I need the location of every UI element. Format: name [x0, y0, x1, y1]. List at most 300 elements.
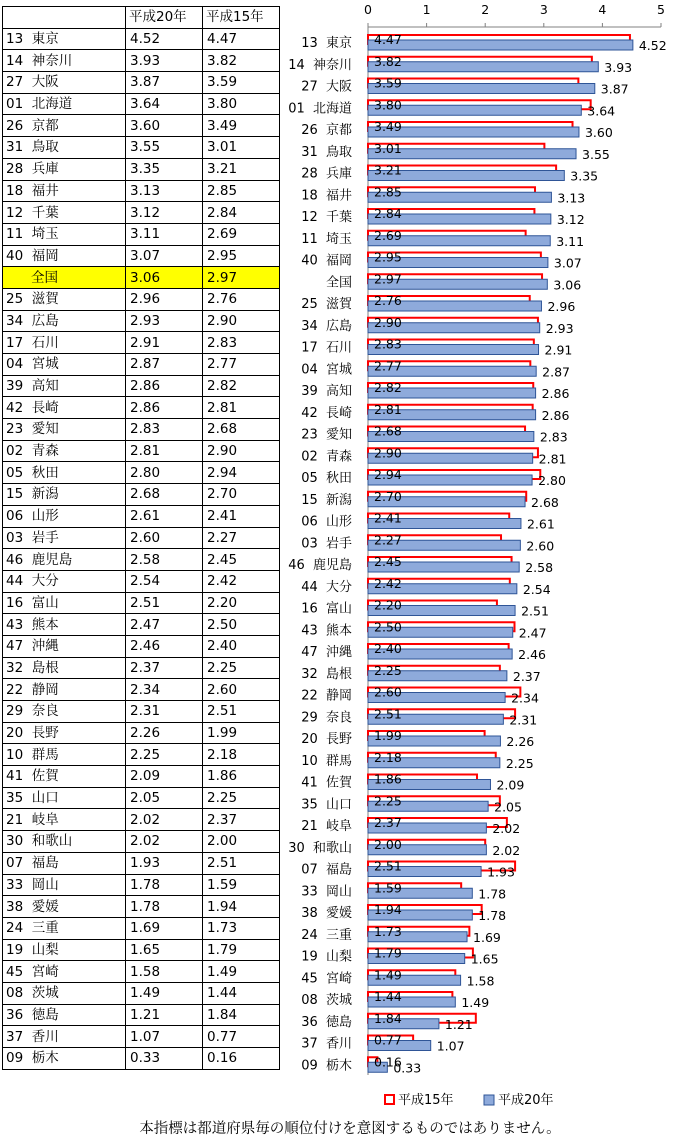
data-label-h20: 2.60: [526, 538, 555, 554]
table-cell-prefecture: 40 福岡: [3, 245, 126, 267]
category-label: 05 秋田: [301, 471, 352, 486]
table-cell-h20: 2.37: [126, 657, 203, 679]
data-label-h15: 2.85: [374, 184, 402, 200]
table-cell-prefecture: 22 静岡: [3, 679, 126, 701]
data-label-h15: 2.25: [374, 662, 402, 678]
table-cell-prefecture: 13 東京: [3, 28, 126, 50]
data-label-h20: 2.87: [542, 364, 571, 380]
category-label: 04 宮城: [301, 362, 352, 378]
data-label-h20: 1.07: [436, 1038, 465, 1054]
table-cell-prefecture: 15 新潟: [3, 484, 126, 506]
category-label: 41 佐賀: [301, 775, 352, 791]
category-label: 40 福岡: [301, 253, 352, 269]
category-label: 36 徳島: [301, 1014, 352, 1030]
data-label-h15: 2.40: [374, 641, 402, 656]
table-cell-h20: 2.51: [126, 592, 203, 614]
table-cell-h20: 1.93: [126, 852, 203, 874]
table-cell-h20: 2.26: [126, 722, 203, 744]
table-cell-h15: 0.77: [203, 1026, 280, 1048]
table-cell-prefecture: 11 埼玉: [3, 223, 126, 245]
data-label-h20: 2.61: [526, 516, 555, 532]
table-cell-prefecture: 34 広島: [3, 310, 126, 332]
data-label-h20: 2.54: [522, 581, 551, 597]
category-label: 46 鹿児島: [288, 558, 352, 573]
table-cell-h15: 2.85: [203, 180, 280, 202]
table-cell-h20: 3.55: [126, 137, 203, 159]
data-label-h20: 2.93: [545, 320, 574, 336]
data-label-h15: 2.50: [374, 619, 402, 635]
table-cell-h15: 2.42: [203, 570, 280, 592]
data-label-h15: 2.69: [374, 227, 402, 243]
table-cell-h20: 2.25: [126, 744, 203, 766]
table-cell-h20: 3.11: [126, 223, 203, 245]
data-label-h20: 2.09: [496, 777, 525, 793]
category-label: 35 山口: [301, 797, 352, 813]
table-cell-prefecture: 12 千葉: [3, 202, 126, 224]
data-label-h20: 3.11: [556, 233, 585, 249]
table-cell-prefecture: 32 島根: [3, 657, 126, 679]
data-label-h20: 4.52: [638, 38, 667, 53]
category-label: 01 北海道: [288, 101, 352, 117]
data-label-h20: 2.51: [521, 603, 549, 619]
data-label-h15: 1.59: [374, 880, 402, 896]
data-label-h20: 2.37: [512, 668, 541, 684]
table-cell-h15: 1.79: [203, 939, 280, 961]
data-label-h20: 1.49: [461, 995, 490, 1010]
table-cell-h20: 2.81: [126, 440, 203, 462]
data-label-h15: 2.37: [374, 815, 402, 830]
table-cell-prefecture: 29 奈良: [3, 701, 126, 723]
table-cell-h20: 2.60: [126, 527, 203, 549]
table-cell-h15: 2.51: [203, 701, 280, 723]
table-cell-h20: 3.60: [126, 115, 203, 137]
table-cell-h15: 2.97: [203, 267, 280, 289]
data-label-h15: 2.97: [374, 271, 402, 287]
table-cell-prefecture: 10 群馬: [3, 744, 126, 766]
data-label-h15: 2.81: [374, 401, 402, 417]
data-label-h15: 1.49: [374, 967, 402, 983]
bar-h20: [368, 62, 598, 72]
table-cell-h15: 2.76: [203, 288, 280, 310]
table-cell-h15: 2.25: [203, 657, 280, 679]
table-cell-prefecture: 26 京都: [3, 115, 126, 137]
data-label-h20: 3.87: [600, 81, 629, 97]
data-label-h15: 2.42: [374, 575, 402, 591]
category-label: 19 山梨: [301, 949, 352, 965]
data-label-h20: 3.60: [584, 125, 613, 140]
data-label-h20: 3.93: [604, 59, 633, 75]
data-label-h15: 2.27: [374, 532, 402, 548]
legend-swatch-h15: [385, 1095, 394, 1104]
table-cell-h20: 3.13: [126, 180, 203, 202]
data-label-h15: 2.18: [374, 749, 402, 765]
table-cell-h15: 3.49: [203, 115, 280, 137]
table-cell-h20: 3.06: [126, 267, 203, 289]
data-label-h15: 2.94: [374, 467, 402, 482]
table-cell-h20: 1.65: [126, 939, 203, 961]
table-cell-h20: 3.12: [126, 202, 203, 224]
category-label: 27 大阪: [301, 79, 352, 95]
category-label: 31 鳥取: [301, 144, 352, 160]
data-label-h20: 3.64: [587, 103, 616, 119]
table-cell-prefecture: 01 北海道: [3, 93, 126, 115]
table-cell-h15: 1.49: [203, 961, 280, 983]
table-cell-h20: 2.80: [126, 462, 203, 484]
category-label: 44 大分: [301, 579, 352, 595]
table-cell-h20: 3.87: [126, 72, 203, 94]
category-label: 15 新潟: [301, 492, 352, 508]
data-label-h15: 3.01: [374, 140, 402, 156]
data-label-h15: 1.99: [374, 728, 402, 743]
data-label-h20: 3.35: [570, 168, 599, 184]
table-cell-h15: 2.40: [203, 635, 280, 657]
table-cell-h15: 1.59: [203, 874, 280, 896]
category-label: 32 島根: [301, 666, 352, 682]
table-cell-h15: 2.50: [203, 614, 280, 636]
data-label-h20: 1.65: [470, 951, 499, 967]
table-cell-prefecture: 38 愛媛: [3, 896, 126, 918]
data-label-h20: 2.86: [541, 386, 570, 401]
data-label-h15: 3.49: [374, 119, 402, 134]
category-label: 38 愛媛: [301, 906, 352, 921]
data-label-h20: 2.86: [541, 407, 570, 423]
table-cell-h20: 2.83: [126, 419, 203, 441]
category-label: 03 岩手: [301, 536, 352, 552]
table-cell-h15: 2.84: [203, 202, 280, 224]
data-label-h20: 2.05: [494, 799, 522, 815]
table-cell-h15: 2.18: [203, 744, 280, 766]
table-cell-prefecture: 47 沖縄: [3, 635, 126, 657]
table-cell-h15: 4.47: [203, 28, 280, 50]
table-cell-h20: 2.46: [126, 635, 203, 657]
table-cell-h20: 2.58: [126, 549, 203, 571]
data-label-h15: 2.84: [374, 206, 402, 221]
table-cell-prefecture: 07 福島: [3, 852, 126, 874]
table-cell-h20: 2.31: [126, 701, 203, 723]
table-cell-prefecture: 23 愛知: [3, 419, 126, 441]
table-cell-prefecture: 30 和歌山: [3, 831, 126, 853]
table-header-h20: 平成20年: [126, 7, 203, 29]
category-label: 18 福井: [301, 188, 352, 204]
table-cell-prefecture: 20 長野: [3, 722, 126, 744]
table-cell-h15: 2.27: [203, 527, 280, 549]
data-label-h20: 1.78: [478, 886, 507, 902]
data-label-h15: 2.90: [374, 314, 402, 330]
category-label: 02 青森: [301, 449, 352, 465]
data-label-h20: 3.07: [553, 255, 582, 271]
data-label-h15: 1.73: [374, 923, 402, 939]
table-cell-h20: 2.09: [126, 766, 203, 788]
table-cell-h20: 3.35: [126, 158, 203, 180]
bar-h20: [368, 84, 595, 94]
table-cell-h15: 2.51: [203, 852, 280, 874]
table-cell-h20: 2.96: [126, 288, 203, 310]
data-label-h15: 2.51: [374, 706, 402, 722]
data-label-h15: 2.25: [374, 793, 402, 809]
table-cell-h15: 3.01: [203, 137, 280, 159]
data-label-h15: 2.51: [374, 858, 402, 874]
table-cell-h20: 3.07: [126, 245, 203, 267]
category-label: 17 石川: [301, 340, 352, 356]
x-tick-label: 5: [657, 2, 665, 17]
data-label-h20: 2.58: [525, 560, 554, 575]
data-label-h15: 1.79: [374, 945, 402, 961]
table-cell-prefecture: 46 鹿児島: [3, 549, 126, 571]
data-label-h20: 2.02: [492, 821, 521, 836]
data-label-h20: 1.93: [487, 864, 515, 880]
data-label-h15: 2.41: [374, 510, 402, 526]
table-cell-h20: 2.91: [126, 332, 203, 354]
table-cell-h20: 2.05: [126, 787, 203, 809]
legend-swatch-h20: [484, 1095, 494, 1105]
data-label-h15: 2.77: [374, 358, 402, 374]
table-cell-h15: 3.21: [203, 158, 280, 180]
table-cell-prefecture: 24 三重: [3, 917, 126, 939]
footnote: 本指標は都道府県毎の順位付けを意図するものではありません。: [139, 1121, 561, 1137]
table-cell-h15: 3.59: [203, 72, 280, 94]
table-cell-h15: 2.83: [203, 332, 280, 354]
category-label: 25 滋賀: [301, 297, 352, 312]
table-cell-prefecture: 04 宮城: [3, 354, 126, 376]
category-label: 全国: [325, 275, 352, 291]
table-cell-prefecture: 43 熊本: [3, 614, 126, 636]
table-cell-h20: 2.86: [126, 375, 203, 397]
table-cell-h15: 2.70: [203, 484, 280, 506]
data-label-h15: 3.80: [374, 97, 402, 113]
table-cell-prefecture: 09 栃木: [3, 1048, 126, 1070]
table-cell-prefecture: 33 岡山: [3, 874, 126, 896]
table-cell-h15: 2.82: [203, 375, 280, 397]
category-label: 28 兵庫: [301, 166, 352, 182]
table-cell-prefecture: 14 神奈川: [3, 50, 126, 72]
table-cell-h15: 0.16: [203, 1048, 280, 1070]
table-cell-h20: 2.61: [126, 505, 203, 527]
table-cell-h20: 2.02: [126, 809, 203, 831]
data-label-h20: 2.81: [538, 451, 567, 467]
category-label: 30 和歌山: [288, 840, 352, 856]
data-label-h15: 1.44: [374, 989, 402, 1004]
table-cell-h20: 1.21: [126, 1004, 203, 1026]
data-label-h15: 2.82: [374, 380, 402, 395]
data-label-h15: 0.16: [374, 1054, 402, 1070]
table-cell-h15: 2.68: [203, 419, 280, 441]
category-label: 12 千葉: [301, 210, 352, 225]
data-label-h20: 3.55: [582, 146, 610, 162]
data-label-h15: 2.90: [374, 445, 402, 461]
category-label: 23 愛知: [301, 427, 352, 443]
table-cell-h15: 2.37: [203, 809, 280, 831]
table-cell-h15: 2.90: [203, 440, 280, 462]
table-cell-h15: 1.99: [203, 722, 280, 744]
table-cell-h15: 1.44: [203, 982, 280, 1004]
table-cell-prefecture: 02 青森: [3, 440, 126, 462]
category-label: 06 山形: [301, 514, 352, 530]
category-label: 39 高知: [301, 384, 352, 399]
table-cell-h20: 1.78: [126, 896, 203, 918]
table-header-h15: 平成15年: [203, 7, 280, 29]
table-cell-h20: 0.33: [126, 1048, 203, 1070]
table-cell-h15: 2.00: [203, 831, 280, 853]
table-cell-h15: 1.84: [203, 1004, 280, 1026]
table-cell-h20: 3.64: [126, 93, 203, 115]
table-cell-prefecture: 19 山梨: [3, 939, 126, 961]
category-label: 33 岡山: [301, 884, 352, 900]
table-cell-h15: 2.45: [203, 549, 280, 571]
table-cell-h20: 2.93: [126, 310, 203, 332]
table-cell-h15: 2.41: [203, 505, 280, 527]
category-label: 14 神奈川: [288, 57, 352, 73]
table-cell-h20: 2.02: [126, 831, 203, 853]
table-cell-prefecture: 45 宮崎: [3, 961, 126, 983]
data-label-h20: 2.34: [511, 690, 539, 706]
data-label-h15: 0.77: [374, 1032, 402, 1048]
table-cell-h20: 1.78: [126, 874, 203, 896]
category-label: 20 長野: [301, 732, 352, 747]
category-label: 26 京都: [301, 123, 352, 138]
data-label-h15: 4.47: [374, 32, 402, 47]
category-label: 24 三重: [301, 927, 352, 943]
table-cell-h15: 1.73: [203, 917, 280, 939]
category-label: 16 富山: [301, 601, 352, 617]
table-cell-h15: 2.77: [203, 354, 280, 376]
table-cell-h15: 1.94: [203, 896, 280, 918]
data-label-h15: 3.59: [374, 75, 402, 91]
table-cell-prefecture: 39 高知: [3, 375, 126, 397]
table-cell-prefecture: 36 徳島: [3, 1004, 126, 1026]
table-cell-h20: 3.93: [126, 50, 203, 72]
table-cell-h15: 2.90: [203, 310, 280, 332]
data-label-h20: 2.47: [518, 625, 547, 641]
table-cell-prefecture: 21 岐阜: [3, 809, 126, 831]
data-label-h15: 2.70: [374, 488, 402, 504]
data-label-h15: 2.20: [374, 597, 402, 613]
category-label: 13 東京: [301, 36, 352, 51]
data-label-h15: 2.95: [374, 249, 402, 265]
category-label: 10 群馬: [301, 753, 352, 769]
table-cell-prefecture: 16 富山: [3, 592, 126, 614]
category-label: 09 栃木: [301, 1058, 352, 1074]
data-label-h20: 2.31: [509, 712, 538, 728]
data-label-h15: 3.82: [374, 53, 402, 69]
category-label: 34 広島: [301, 318, 352, 334]
table-cell-prefecture: 全国: [3, 267, 126, 289]
x-tick-label: 3: [539, 2, 548, 17]
bar-h20: [368, 40, 633, 50]
table-cell-prefecture: 06 山形: [3, 505, 126, 527]
data-label-h20: 2.25: [505, 755, 534, 771]
table-cell-h20: 2.34: [126, 679, 203, 701]
x-tick-label: 2: [481, 2, 490, 17]
table-cell-h20: 1.58: [126, 961, 203, 983]
data-label-h20: 2.96: [547, 299, 576, 314]
table-cell-h15: 2.81: [203, 397, 280, 419]
table-cell-prefecture: 05 秋田: [3, 462, 126, 484]
table-cell-prefecture: 17 石川: [3, 332, 126, 354]
data-label-h15: 2.00: [374, 836, 402, 852]
table-cell-h20: 4.52: [126, 28, 203, 50]
data-label-h20: 2.02: [492, 842, 521, 858]
category-label: 45 宮崎: [301, 971, 352, 987]
table-cell-h20: 2.68: [126, 484, 203, 506]
table-cell-h15: 2.60: [203, 679, 280, 701]
table-cell-h15: 1.86: [203, 766, 280, 788]
data-label-h15: 2.76: [374, 293, 402, 308]
table-cell-h20: 1.49: [126, 982, 203, 1004]
data-label-h20: 2.46: [518, 647, 546, 662]
category-label: 29 奈良: [301, 710, 352, 726]
table-cell-prefecture: 37 香川: [3, 1026, 126, 1048]
data-label-h20: 1.21: [444, 1016, 473, 1032]
data-label-h20: 3.06: [553, 277, 582, 293]
table-cell-h15: 2.69: [203, 223, 280, 245]
table-cell-h20: 1.69: [126, 917, 203, 939]
table-cell-prefecture: 41 佐賀: [3, 766, 126, 788]
category-label: 37 香川: [301, 1036, 352, 1052]
table-cell-h20: 2.47: [126, 614, 203, 636]
x-tick-label: 0: [364, 2, 372, 17]
category-label: 22 静岡: [301, 688, 352, 704]
table-cell-h20: 2.87: [126, 354, 203, 376]
data-label-h20: 3.12: [556, 212, 585, 227]
table-cell-prefecture: 03 岩手: [3, 527, 126, 549]
table-cell-prefecture: 27 大阪: [3, 72, 126, 94]
table-cell-h20: 2.86: [126, 397, 203, 419]
category-label: 21 岐阜: [301, 819, 352, 834]
legend-label-h20: 平成20年: [498, 1093, 554, 1108]
data-label-h15: 1.94: [374, 902, 402, 917]
data-label-h15: 3.21: [374, 162, 402, 178]
category-label: 42 長崎: [301, 405, 352, 421]
table-cell-h15: 2.94: [203, 462, 280, 484]
table-cell-h15: 2.20: [203, 592, 280, 614]
data-label-h20: 2.80: [538, 473, 566, 488]
data-label-h20: 1.78: [478, 908, 507, 923]
x-tick-label: 4: [598, 2, 607, 17]
table-cell-h20: 1.07: [126, 1026, 203, 1048]
table-cell-prefecture: 31 鳥取: [3, 137, 126, 159]
legend-label-h15: 平成15年: [398, 1093, 454, 1108]
category-label: 47 沖縄: [301, 645, 352, 660]
data-label-h15: 1.84: [374, 1010, 402, 1026]
x-tick-label: 1: [422, 2, 431, 17]
data-label-h20: 1.58: [466, 973, 495, 989]
data-label-h15: 2.60: [374, 684, 402, 700]
data-label-h20: 2.68: [531, 494, 559, 510]
table-cell-h15: 3.80: [203, 93, 280, 115]
data-label-h20: 2.83: [539, 429, 568, 445]
category-label: 08 茨城: [301, 993, 352, 1008]
table-cell-prefecture: 28 兵庫: [3, 158, 126, 180]
data-label-h15: 1.86: [374, 771, 402, 787]
table-cell-h20: 2.54: [126, 570, 203, 592]
table-cell-prefecture: 44 大分: [3, 570, 126, 592]
table-cell-prefecture: 18 福井: [3, 180, 126, 202]
table-cell-h15: 3.82: [203, 50, 280, 72]
table-cell-h15: 2.25: [203, 787, 280, 809]
data-label-h20: 2.26: [506, 734, 535, 749]
data-label-h20: 0.33: [393, 1060, 422, 1076]
data-label-h15: 2.83: [374, 336, 402, 352]
data-label-h15: 2.68: [374, 423, 402, 439]
data-label-h20: 3.13: [557, 190, 586, 206]
category-label: 11 埼玉: [301, 231, 352, 247]
data-label-h20: 2.91: [544, 342, 573, 358]
table-cell-prefecture: 08 茨城: [3, 982, 126, 1004]
category-label: 07 福島: [301, 862, 352, 878]
data-label-h20: 1.69: [473, 929, 501, 945]
category-label: 43 熊本: [301, 623, 352, 639]
table-cell-prefecture: 25 滋賀: [3, 288, 126, 310]
